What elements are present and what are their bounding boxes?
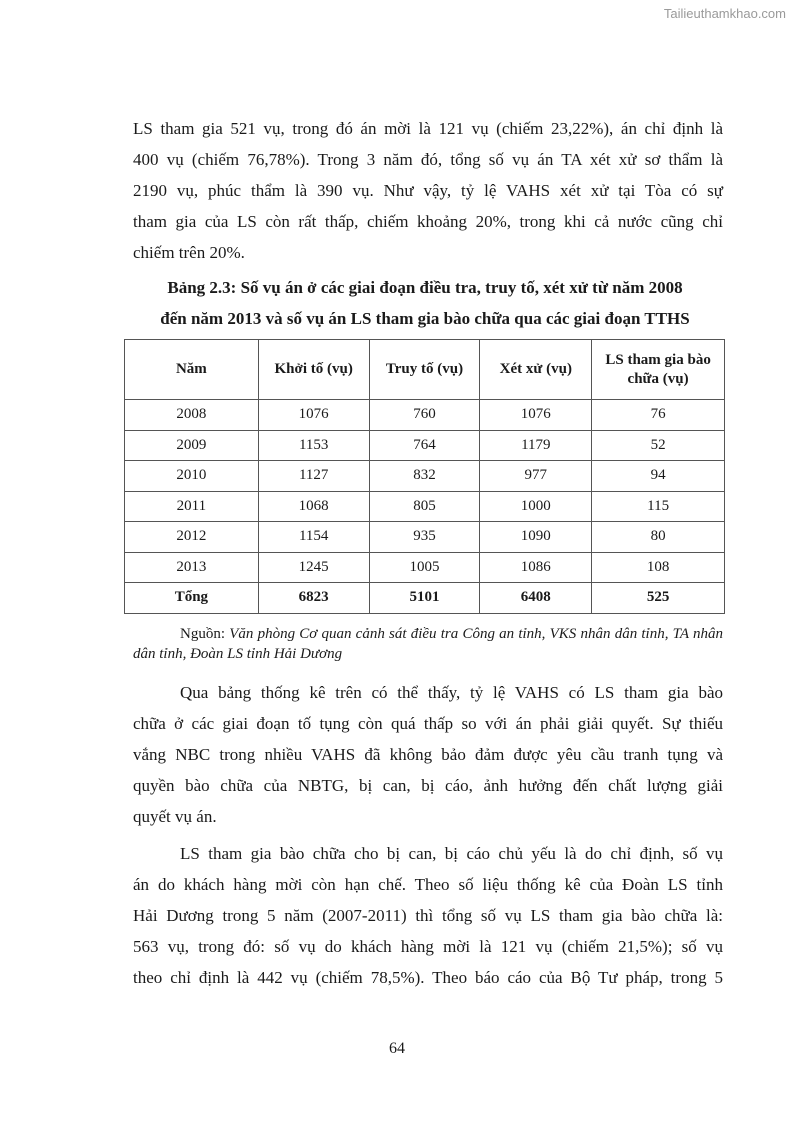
table-cell: 525: [592, 583, 725, 614]
table-cell: 1005: [369, 552, 480, 583]
table-cell: Tổng: [125, 583, 259, 614]
table-cell: 764: [369, 430, 480, 461]
table-cell: 1153: [258, 430, 369, 461]
table-row: [125, 522, 725, 553]
table-source: [133, 624, 723, 664]
table-row: [125, 430, 725, 461]
header-indicted: Truy tố (vụ): [369, 340, 480, 400]
paragraph-line: tham gia của LS còn rất thấp, chiếm khoảng 20%, trong khi cả nước cũng chỉ: [133, 212, 723, 231]
header-year: Năm: [125, 340, 259, 400]
table-cell: 52: [592, 430, 725, 461]
header-lawyer-defense: LS tham gia bào chữa (vụ): [592, 340, 725, 400]
paragraph-line: 563 vụ, trong đó: số vụ do khách hàng mời là 121 vụ (chiếm 21,5%); số vụ: [133, 937, 723, 956]
table-cell: 2008: [125, 400, 259, 431]
table-cell: 76: [592, 400, 725, 431]
table-caption: đến năm 2013 và số vụ án LS tham gia bào chữa qua các giai đoạn TTHS: [160, 309, 690, 328]
paragraph-line: LS tham gia bào chữa cho bị can, bị cáo chủ yếu là do chỉ định, số vụ: [180, 844, 723, 863]
table-cell: 1154: [258, 522, 369, 553]
table-cell: 2012: [125, 522, 259, 553]
table-row: [125, 400, 725, 431]
table-cell: 5101: [369, 583, 480, 614]
table-header-row: [125, 340, 725, 400]
paragraph-line: 2190 vụ, phúc thẩm là 390 vụ. Như vậy, tỷ lệ VAHS xét xử tại Tòa có sự: [133, 181, 723, 200]
page-number: 64: [389, 1040, 405, 1057]
table-cell: 108: [592, 552, 725, 583]
header-tried: Xét xử (vụ): [480, 340, 592, 400]
table-caption: Bảng 2.3: Số vụ án ở các giai đoạn điều tra, truy tố, xét xử từ năm 2008: [167, 278, 683, 297]
table-cell: 2011: [125, 491, 259, 522]
paragraph-line: chiếm trên 20%.: [133, 243, 245, 262]
table-cell: 1245: [258, 552, 369, 583]
table-cell: 1090: [480, 522, 592, 553]
table-cell: 80: [592, 522, 725, 553]
header-prosecution-initiated: Khởi tố (vụ): [258, 340, 369, 400]
table-cell: 115: [592, 491, 725, 522]
table-cell: 1068: [258, 491, 369, 522]
paragraph-line: vắng NBC trong nhiều VAHS đã không bảo đảm được yêu cầu tranh tụng và: [133, 745, 723, 764]
paragraph-line: Qua bảng thống kê trên có thể thấy, tỷ lệ VAHS có LS tham gia bào: [180, 683, 723, 702]
table-cell: 2013: [125, 552, 259, 583]
table-cell: 832: [369, 461, 480, 492]
table-cell: 2010: [125, 461, 259, 492]
paragraph-line: Hải Dương trong 5 năm (2007-2011) thì tổng số vụ LS tham gia bào chữa là:: [133, 906, 723, 925]
table-cell: 1086: [480, 552, 592, 583]
paragraph-line: 400 vụ (chiếm 76,78%). Trong 3 năm đó, tổng số vụ án TA xét xử sơ thẩm là: [133, 150, 723, 169]
source-text: Văn phòng Cơ quan cảnh sát điều tra Công an tỉnh, VKS nhân dân tỉnh, TA nhân dân tỉnh, Đoàn LS tỉnh Hải Dương: [133, 626, 723, 662]
paragraph-line: quyết vụ án.: [133, 807, 217, 826]
table-cell: 6823: [258, 583, 369, 614]
table-cell: 1076: [480, 400, 592, 431]
source-label: Nguồn:: [180, 626, 225, 642]
table-cell: 1076: [258, 400, 369, 431]
table-cell: 94: [592, 461, 725, 492]
table-cell: 935: [369, 522, 480, 553]
paragraph-line: LS tham gia 521 vụ, trong đó án mời là 121 vụ (chiếm 23,22%), án chỉ định là: [133, 119, 723, 138]
table-cell: 2009: [125, 430, 259, 461]
paragraph-line: án do khách hàng mời còn hạn chế. Theo số liệu thống kê của Đoàn LS tỉnh: [133, 875, 723, 894]
table-cell: 1127: [258, 461, 369, 492]
statistics-table: [124, 339, 725, 614]
table-total-row: [125, 583, 725, 614]
table-cell: 760: [369, 400, 480, 431]
table-cell: 805: [369, 491, 480, 522]
paragraph-line: chữa ở các giai đoạn tố tụng còn quá thấp so với án phải giải quyết. Sự thiếu: [133, 714, 723, 733]
table-cell: 6408: [480, 583, 592, 614]
table-cell: 977: [480, 461, 592, 492]
table-row: [125, 491, 725, 522]
table-row: [125, 461, 725, 492]
paragraph-line: quyền bào chữa của NBTG, bị can, bị cáo, ảnh hưởng đến chất lượng giải: [133, 776, 723, 795]
table-cell: 1000: [480, 491, 592, 522]
watermark: Tailieuthamkhao.com: [663, 6, 786, 21]
table-cell: 1179: [480, 430, 592, 461]
paragraph-line: theo chỉ định là 442 vụ (chiếm 78,5%). Theo báo cáo của Bộ Tư pháp, trong 5: [133, 968, 723, 987]
table-row: [125, 552, 725, 583]
